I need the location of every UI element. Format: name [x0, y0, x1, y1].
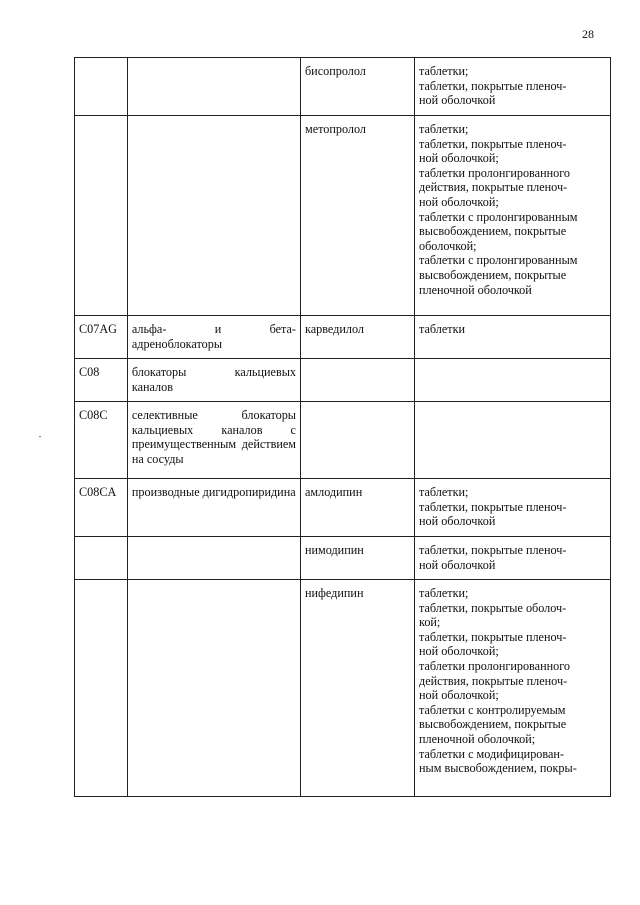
group-cell: селективные блокаторы кальциевых каналов с преимущественным действием на сосуды — [127, 402, 300, 479]
drug-name-cell: амлодипин — [300, 479, 414, 537]
table-row — [75, 580, 611, 797]
dosage-forms-cell: таблетки; таблетки, покрытые пленоч- ной оболочкой — [415, 479, 611, 537]
group-cell — [127, 537, 300, 580]
group-line: блокаторы кальциевых — [131, 365, 296, 379]
group-cell: производные дигидропиридина — [127, 479, 300, 537]
table-row — [75, 58, 611, 116]
dosage-forms-cell: таблетки; таблетки, покрытые оболоч- кой; таблетки, покрытые пленоч- ной оболочкой; таблетки пролонгированного действия, покрытые пленоч- ной оболочкой; таблетки с контролируемым высвобождением, покрытые пленочной оболочкой; таблетки с модифицирован- ным высвобождением, покры- — [415, 580, 611, 797]
group-cell — [127, 316, 300, 359]
dosage-forms-cell: таблетки; таблетки, покрытые пленоч- ной оболочкой; таблетки пролонгированного действия, покрытые пленоч- ной оболочкой; таблетки с пролонгированным высвобождением, покрытые оболочкой; таблетки с пролонгированным высвобождением, покрытые пленочной оболочкой — [415, 116, 611, 316]
group-cell — [127, 359, 300, 402]
drug-name-cell: нифедипин — [300, 580, 414, 797]
atc-code-cell — [75, 537, 128, 580]
page-number: 28 — [582, 27, 594, 41]
atc-code-cell — [75, 580, 128, 797]
dosage-forms-cell — [415, 359, 611, 402]
drug-name-cell: нимодипин — [300, 537, 414, 580]
drug-name-cell: карведилол — [300, 316, 414, 359]
table-row — [75, 537, 611, 580]
table-row — [75, 359, 611, 402]
table-row — [75, 479, 611, 537]
group-cell — [127, 58, 300, 116]
group-line: адреноблокаторы — [131, 336, 223, 351]
dosage-forms-cell: таблетки — [415, 316, 611, 359]
atc-code-cell: C08 — [75, 359, 128, 402]
atc-code-cell — [75, 58, 128, 116]
scan-mark — [39, 436, 41, 437]
drug-name-cell: бисопролол — [300, 58, 414, 116]
group-line: каналов — [131, 379, 173, 394]
dosage-forms-cell: таблетки, покрытые пленоч- ной оболочкой — [415, 537, 611, 580]
atc-code-cell: C07AG — [75, 316, 128, 359]
table-row — [75, 316, 611, 359]
atc-code-cell — [75, 116, 128, 316]
atc-code-cell: C08CA — [75, 479, 128, 537]
drug-name-cell — [300, 359, 414, 402]
atc-code-cell: C08C — [75, 402, 128, 479]
table-row — [75, 402, 611, 479]
group-line: альфа- и бета- — [131, 322, 296, 336]
drug-name-cell: метопролол — [300, 116, 414, 316]
group-cell — [127, 580, 300, 797]
dosage-forms-cell: таблетки; таблетки, покрытые пленоч- ной оболочкой — [415, 58, 611, 116]
dosage-forms-cell — [415, 402, 611, 479]
table-row — [75, 116, 611, 316]
drug-table — [74, 57, 611, 797]
drug-name-cell — [300, 402, 414, 479]
group-cell — [127, 116, 300, 316]
